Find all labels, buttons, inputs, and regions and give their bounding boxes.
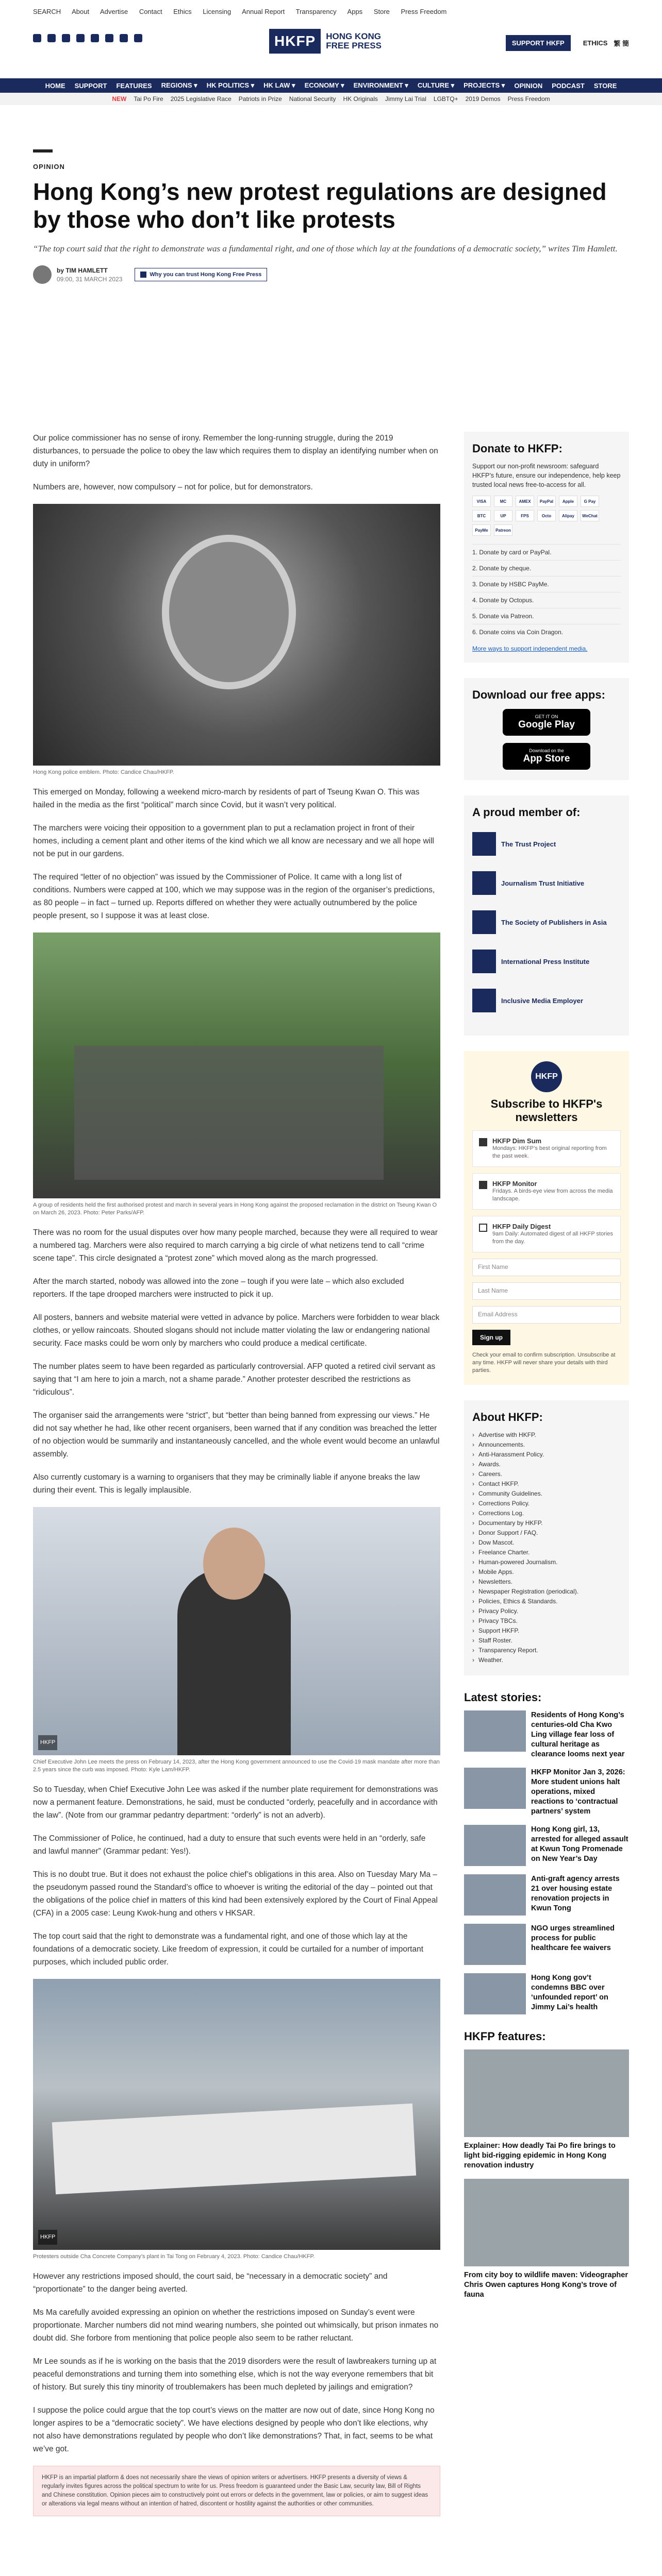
publish-date: 09:00, 31 MARCH 2023 <box>57 275 123 283</box>
about-link[interactable]: › Community Guidelines. <box>472 1489 621 1499</box>
donate-option[interactable]: 5. Donate via Patreon. <box>472 608 621 624</box>
author-name[interactable]: by TIM HAMLETT <box>57 266 108 274</box>
nav-environment[interactable]: ENVIRONMENT ▾ <box>353 81 408 89</box>
newsletter-desc: 9am Daily: Automated digest of all HKFP stories from the day. <box>492 1231 613 1245</box>
newsletter-desc: Fridays. A birds-eye view from across the media landscape. <box>492 1188 613 1202</box>
author-avatar <box>33 265 52 284</box>
paragraph: All posters, banners and website material were vetted in advance by police. Marchers were forbidden to wear black clothes, or yellow raincoats. Shouted slogans should not include matter violating the law or endangering national security. Face masks could be worn only by marchers who could produce a medical certificate. <box>33 1313 440 1348</box>
rainbow-icon <box>472 989 496 1012</box>
utility-bar <box>33 6 629 16</box>
trending-item[interactable]: Press Freedom <box>507 95 550 103</box>
logo-wordmark <box>326 32 382 50</box>
donate-option[interactable]: 4. Donate by Octopus. <box>472 592 621 608</box>
paragraph: The required “letter of no objection” was issued by the Commissioner of Police. It came with a long list of conditions. Numbers were capped at 100, which we may suppose was in the region of the organiser’s predictions, as 80 people – in fact – turned up. Reports differed on whether they were actually outnumbered by the police people present, so I suppose it was at least close. <box>33 873 435 920</box>
byline-text <box>57 267 122 283</box>
article-header <box>33 149 626 284</box>
latest-title: Latest stories: <box>464 1691 542 1704</box>
gp-small: GET IT ON <box>535 714 558 719</box>
about-link[interactable]: › Transparency Report. <box>472 1646 621 1655</box>
photo-march[interactable] <box>33 933 440 1198</box>
unionpay-icon[interactable]: UP <box>494 510 512 521</box>
mastercard-icon[interactable]: MC <box>494 496 512 507</box>
newsletter-desc: Mondays: HKFP’s best original reporting from the past week. <box>492 1145 607 1159</box>
rss-icon[interactable] <box>134 34 142 42</box>
site-logo[interactable] <box>269 27 393 56</box>
about-link[interactable]: › Mobile Apps. <box>472 1567 621 1577</box>
paragraph: However any restrictions imposed should, the court said, be “necessary in a democratic society” and “proportionate” to the danger being averted. <box>33 2272 388 2294</box>
app-store-button[interactable] <box>503 743 590 770</box>
donate-option[interactable]: 2. Donate by cheque. <box>472 560 621 576</box>
bitcoin-icon[interactable]: BTC <box>472 510 491 521</box>
util-transparency[interactable]: Transparency <box>295 7 337 15</box>
trending-bar <box>0 93 662 105</box>
subscribe-title: Subscribe to HKFP's newsletters <box>490 1097 603 1124</box>
feature-item[interactable] <box>464 2179 629 2300</box>
facebook-icon[interactable] <box>33 34 41 42</box>
hkfp-badge-icon: HKFP <box>531 1061 562 1092</box>
about-link[interactable]: › Corrections Policy. <box>472 1499 621 1509</box>
story-thumbnail[interactable] <box>464 1924 526 1965</box>
trending-item[interactable]: 2019 Demos <box>465 95 501 103</box>
trust-project-icon <box>472 832 496 856</box>
util-annual-report[interactable]: Annual Report <box>242 7 285 15</box>
paypal-icon[interactable]: PayPal <box>537 496 556 507</box>
features-title: HKFP features: <box>464 2030 546 2043</box>
paragraph: The Commissioner of Police, he continued, had a duty to ensure that such events were held in an “orderly, safe and lawful manner” (Grammar pedant: Yes!). <box>33 1834 426 1856</box>
nav-features[interactable]: FEATURES <box>116 81 152 90</box>
figure-john-lee <box>33 1507 440 1774</box>
nav-support[interactable]: SUPPORT <box>74 81 107 90</box>
site-header <box>0 0 662 77</box>
paragraph: Numbers are, however, now compulsory – not for police, but for demonstrators. <box>33 483 313 492</box>
payme-icon[interactable]: PayMe <box>472 524 491 536</box>
about-title: About HKFP: <box>472 1411 543 1423</box>
trending-item[interactable]: 2025 Legislative Race <box>170 95 231 103</box>
nav-culture[interactable]: CULTURE ▾ <box>417 81 455 89</box>
member-name: The Trust Project <box>501 840 556 848</box>
hkfp-features <box>464 2030 629 2300</box>
paragraph: The marchers were voicing their opposition to a government plan to put a reclamation project in front of their homes, including a cement plant and other items of the kind which we all know are necessary and we all hope will not be put in our gardens. <box>33 824 435 858</box>
feature-thumbnail[interactable] <box>464 2179 629 2266</box>
about-link[interactable]: › Careers. <box>472 1469 621 1479</box>
header-actions <box>506 35 629 51</box>
byline <box>33 265 626 284</box>
about-link[interactable]: › Weather. <box>472 1655 621 1665</box>
util-advertise[interactable]: Advertise <box>100 7 128 15</box>
section-rule <box>33 149 53 152</box>
head-shape <box>203 1528 265 1600</box>
newsletter-option[interactable] <box>472 1130 621 1167</box>
nav-home[interactable]: HOME <box>45 81 65 90</box>
about-link[interactable]: › Staff Roster. <box>472 1636 621 1646</box>
banner-shape <box>52 2104 416 2194</box>
util-store[interactable]: Store <box>373 7 390 15</box>
member-logo[interactable] <box>472 869 621 897</box>
story-item[interactable] <box>464 1768 629 1817</box>
feature-title[interactable]: Explainer: How deadly Tai Po fire brings to light bid-rigging epidemic in Hong Kong renovation industry <box>464 2142 616 2170</box>
caption: Chief Executive John Lee meets the press on February 14, 2023, after the Hong Kong government announced to use the Covid-19 mask mandate after more than 2.5 years since the curb was imposed. Photo: Kyle Lam/HKFP. <box>33 1759 440 1773</box>
story-item[interactable] <box>464 1973 629 2014</box>
subscribe-note: Check your email to confirm subscription. Unsubscribe at any time. HKFP will never share your details with third parties. <box>472 1352 616 1374</box>
nav-store[interactable]: STORE <box>593 81 617 90</box>
newsletter-widget <box>464 1051 629 1385</box>
nav-podcast[interactable]: PODCAST <box>552 81 585 90</box>
story-item[interactable] <box>464 1825 629 1866</box>
story-thumbnail[interactable] <box>464 1710 526 1752</box>
about-link[interactable]: › Announcements. <box>472 1440 621 1450</box>
photo-protesters[interactable] <box>33 1979 440 2250</box>
alipay-icon[interactable]: Alipay <box>559 510 577 521</box>
about-link[interactable]: › Donor Support / FAQ. <box>472 1528 621 1538</box>
feature-thumbnail[interactable] <box>464 2049 629 2137</box>
checkbox-checked-icon[interactable] <box>479 1181 487 1189</box>
info-icon <box>140 272 146 278</box>
email-field[interactable]: Email Address <box>472 1306 621 1324</box>
util-ethics[interactable]: Ethics <box>173 7 192 15</box>
about-link[interactable]: › Awards. <box>472 1460 621 1469</box>
feature-item[interactable] <box>464 2049 629 2171</box>
photo-john-lee[interactable] <box>33 1507 440 1755</box>
bluesky-icon[interactable] <box>120 34 128 42</box>
ethics-link[interactable]: ETHICS <box>583 39 608 47</box>
about-links <box>472 1430 621 1665</box>
figure-march <box>33 933 440 1217</box>
paragraph: The organiser said the arrangements were “strict”, but “better than being banned from expressing our views.” He did not say whether he had, like other recent organisers, been warned that if any condition was breached the letter of no objection would be summarily and instantaneously cancelled, and the whole event would become an unlawful assembly. <box>33 1411 440 1459</box>
photo-watermark: HKFP <box>38 1735 57 1750</box>
nav-regions[interactable]: REGIONS ▾ <box>161 81 197 89</box>
sopa-icon <box>472 910 496 934</box>
checkbox-icon[interactable] <box>479 1224 487 1232</box>
about-link[interactable]: › Privacy TBCs. <box>472 1616 621 1626</box>
google-play-button[interactable] <box>503 709 590 736</box>
utility-links <box>33 8 456 15</box>
member-logo[interactable] <box>472 986 621 1015</box>
apps-title: Download our free apps: <box>472 688 605 701</box>
paragraph: Mr Lee sounds as if he is working on the basis that the 2019 disorders were the result of lawbreakers turning up at peaceful demonstrations and turning them into something else, which is not the way everyone remembers that bit of history. But surely this tiny minority of troublemakers has been much depleted by jailings and emigration? <box>33 2357 437 2392</box>
util-apps[interactable]: Apps <box>347 7 363 15</box>
trending-item[interactable]: LGBTQ+ <box>433 95 458 103</box>
story-thumbnail[interactable] <box>464 1768 526 1809</box>
first-name-field[interactable]: First Name <box>472 1259 621 1276</box>
linkedin-icon[interactable] <box>105 34 113 42</box>
caption: Hong Kong police emblem. Photo: Candice Chau/HKFP. <box>33 769 174 775</box>
donate-lead[interactable]: Support our non-profit newsroom: safeguard HKFP’s future, ensure our independence, help keep trusted local news free-to-access for all. <box>472 463 621 488</box>
about-link[interactable]: › Policies, Ethics & Standards. <box>472 1597 621 1606</box>
support-hkfp-button[interactable]: SUPPORT HKFP <box>506 35 571 51</box>
photo-watermark: HKFP <box>38 2230 57 2245</box>
paragraph: After the march started, nobody was allowed into the zone – tough if you were late – which also excluded reporters. If the tape drooped marchers were instructed to pick it up. <box>33 1277 404 1299</box>
emblem-shape <box>162 535 296 689</box>
wechat-icon[interactable]: WeChat <box>581 510 599 521</box>
about-widget <box>464 1400 629 1675</box>
member-logo[interactable] <box>472 947 621 976</box>
jti-icon <box>472 871 496 895</box>
story-thumbnail[interactable] <box>464 1973 526 2014</box>
nav-hk-politics[interactable]: HK POLITICS ▾ <box>206 81 255 89</box>
trending-item[interactable]: Jimmy Lai Trial <box>385 95 426 103</box>
main-navigation <box>0 78 662 93</box>
paragraph: The number plates seem to have been regarded as particularly controversial. AFP quoted a retired civil servant as saying that “I am here to join a march, not a shame parade.” Another protester described the restrictions as “ridiculous”. <box>33 1362 436 1397</box>
feature-title[interactable]: From city boy to wildlife maven: Videographer Chris Owen captures Hong Kong’s trove of fauna <box>464 2271 628 2299</box>
octopus-icon[interactable]: Octo <box>537 510 556 521</box>
story-title[interactable]: Hong Kong girl, 13, arrested for alleged assault at Kwun Tong Promenade on New Year’s Day <box>531 1825 628 1863</box>
nav-opinion[interactable]: OPINION <box>514 81 543 90</box>
instagram-icon[interactable] <box>62 34 70 42</box>
figure-protesters <box>33 1979 440 2261</box>
about-link[interactable]: › Freelance Charter. <box>472 1548 621 1557</box>
paragraph: This emerged on Monday, following a weekend micro-march by residents of part of Tseung Kwan O. This was hailed in the media as the first “political” march since Covid, but it wasn’t very political. <box>33 788 420 809</box>
donate-title: Donate to HKFP: <box>472 442 562 455</box>
about-link[interactable]: › Anti-Harassment Policy. <box>472 1450 621 1460</box>
story-thumbnail[interactable] <box>464 1825 526 1866</box>
paragraph: Also currently customary is a warning to organisers that they may be criminally liable if anyone breaks the law during their event. This is legally implausible. <box>33 1473 420 1495</box>
patreon-icon[interactable]: Patreon <box>494 524 512 536</box>
last-name-field[interactable]: Last Name <box>472 1282 621 1300</box>
paragraph: Ms Ma carefully avoided expressing an opinion on whether the restrictions imposed on Sunday’s event were proportionate. Marcher numbers did not mind wearing numbers, she pointed out whimsically, but prison inmates no doubt did. She forbore from mentioning that police people also seem to be rather reluctant. <box>33 2308 439 2343</box>
about-link[interactable]: › Newspaper Registration (periodical). <box>472 1587 621 1597</box>
member-name: International Press Institute <box>501 957 590 965</box>
paragraph: I suppose the police could argue that the top court’s views on the matter are now out of date, since Hong Kong no longer aspires to be a “democratic society”. We have elections designed by people who don’t like elections, why not also have demonstrations regulated by people who don’t like demonstrations? That, in fact, seems to be what we’ve got. <box>33 2406 435 2453</box>
google-pay-icon[interactable]: G Pay <box>581 496 599 507</box>
paragraph: This is no doubt true. But it does not exhaust the police chief’s obligations in this area. Also on Tuesday Mary Ma – the pseudonym passed round the Standard’s office to whoever is writing the editorial of the day – pointed out that the obligations of the police chief in matters of this kind had been extensively explored by the Court of Final Appeal (CFA) in a 2005 case: Leung Kwok-hung and others v HKSAR. <box>33 1870 438 1918</box>
caption: A group of residents held the first authorised protest and march in several years in Hong Kong against the proposed reclamation in the district on Tseung Kwan O on March 26, 2023. Photo: Peter Parks/AFP. <box>33 1202 437 1216</box>
about-link[interactable]: › Contact HKFP. <box>472 1479 621 1489</box>
story-item[interactable] <box>464 1874 629 1916</box>
story-item[interactable] <box>464 1710 629 1759</box>
donate-option[interactable]: 6. Donate coins via Coin Dragon. <box>472 624 621 640</box>
payment-icons <box>472 496 621 539</box>
article-standfirst: “The top court said that the right to demonstrate was a fundamental right, and one of those which lay at the foundations of a democratic society,” writes Tim Hamlett. <box>33 244 618 253</box>
donate-option[interactable]: 1. Donate by card or PayPal. <box>472 544 621 560</box>
newsletter-name: HKFP Dim Sum <box>492 1137 542 1145</box>
youtube-icon[interactable] <box>91 34 99 42</box>
trending-item[interactable]: HK Originals <box>343 95 378 103</box>
figure-police-emblem <box>33 504 440 776</box>
nav-economy[interactable]: ECONOMY ▾ <box>304 81 344 89</box>
about-link[interactable]: › Privacy Policy. <box>472 1606 621 1616</box>
apps-widget <box>464 678 629 780</box>
donate-option[interactable]: 3. Donate by HSBC PayMe. <box>472 576 621 592</box>
member-logo[interactable] <box>472 908 621 937</box>
more-ways-link[interactable]: More ways to support independent media. <box>472 645 588 652</box>
caption: Protesters outside Cha Concrete Company’s plant in Tai Tong on February 4, 2023. Photo: Candice Chau/HKFP. <box>33 2253 315 2260</box>
story-title[interactable]: Anti-graft agency arrests 21 over housing estate renovation projects in Kwun Tong <box>531 1875 620 1912</box>
logo-line-2: FREE PRESS <box>326 41 382 50</box>
member-logo[interactable] <box>472 829 621 858</box>
paragraph: Our police commissioner has no sense of irony. Remember the long-running struggle, during the 2019 disturbances, to persuade the police to obey the law which requires them to display an identifying number when on duty in uniform? <box>33 434 438 468</box>
nav-projects[interactable]: PROJECTS ▾ <box>464 81 505 89</box>
photo-police-emblem[interactable] <box>33 504 440 766</box>
newsletter-name: HKFP Monitor <box>492 1180 537 1188</box>
visa-icon[interactable]: VISA <box>472 496 491 507</box>
logo-mark: HKFP <box>269 29 321 54</box>
about-link[interactable]: › Dow Mascot. <box>472 1538 621 1548</box>
trending-label: NEW <box>112 95 127 103</box>
language-switch[interactable]: 繁 簡 <box>614 40 629 47</box>
paragraph: The top court said that the right to demonstrate was a fundamental right, and one of those which lay at the foundations of a democratic society. Like freedom of expression, it could be curtailed for a number of important purposes, which included public order. <box>33 1932 424 1967</box>
about-link[interactable]: › Corrections Log. <box>472 1509 621 1518</box>
why-trust-button[interactable] <box>135 268 267 281</box>
trending-item[interactable]: National Security <box>289 95 336 103</box>
member-name: Inclusive Media Employer <box>501 996 583 1005</box>
story-title[interactable]: HKFP Monitor Jan 3, 2026: More student unions halt operations, mixed reactions to ‘contractual partners’ system <box>531 1768 625 1816</box>
about-link[interactable]: › Advertise with HKFP. <box>472 1430 621 1440</box>
sidebar <box>464 432 629 2308</box>
section-kicker[interactable]: OPINION <box>33 163 65 171</box>
about-link[interactable]: › Documentary by HKFP. <box>472 1518 621 1528</box>
newsletter-name: HKFP Daily Digest <box>492 1223 551 1230</box>
as-big: App Store <box>523 753 570 764</box>
newsletter-option[interactable] <box>472 1173 621 1210</box>
editorial-disclaimer: HKFP is an impartial platform & does not necessarily share the views of opinion writers or advertisers. HKFP presents a diversity of views & regularly invites figures across the political spectrum to write for us. Press freedom is guaranteed under the Basic Law, security law, Bill of Rights and Chinese constitution. Opinion pieces aim to constructively point out errors or defects in the government, law or policies, or aim to suggest ideas or alterations via legal means without an intention of hatred, discontent or hostility against the authorities or other communities. <box>33 2466 440 2516</box>
signup-button[interactable]: Sign up <box>472 1330 510 1345</box>
about-link[interactable]: › Newsletters. <box>472 1577 621 1587</box>
proud-title: A proud member of: <box>472 806 581 819</box>
checkbox-checked-icon[interactable] <box>479 1138 487 1146</box>
member-name: The Society of Publishers in Asia <box>501 918 607 926</box>
story-title[interactable]: Hong Kong gov’t condemns BBC over ‘unfounded report’ on Jimmy Lai’s health <box>531 1974 608 2011</box>
util-licensing[interactable]: Licensing <box>203 7 231 15</box>
util-about[interactable]: About <box>72 7 90 15</box>
paragraph: There was no room for the usual disputes over how many people marched, because they were all required to wear a numbered tag. Marchers were also required to march carrying a big circle of what netizens tend to call “crime scene tape”. This circle designated a “protest zone” which moved along as the march progressed. <box>33 1228 438 1263</box>
story-item[interactable] <box>464 1924 629 1965</box>
article-body <box>33 432 440 2516</box>
apple-pay-icon[interactable]: Apple <box>559 496 577 507</box>
paragraph: So to Tuesday, when Chief Executive John Lee was asked if the number plate requirement for demonstrations was now a permanent feature. Demonstrations, he said, must be conducted “orderly, peacefully and in accordance with the law”. (Note from our grammar pedantry department: “orderly” is not an adverb). <box>33 1785 438 1820</box>
member-name: Journalism Trust Initiative <box>501 879 585 887</box>
util-press-freedom[interactable]: Press Freedom <box>401 7 447 15</box>
gp-big: Google Play <box>518 719 575 730</box>
logo-line-1: HONG KONG <box>326 31 381 41</box>
trending-item[interactable]: Tai Po Fire <box>134 95 163 103</box>
util-contact[interactable]: Contact <box>139 7 162 15</box>
x-icon[interactable] <box>47 34 56 42</box>
util-search[interactable]: SEARCH <box>33 7 61 15</box>
social-links <box>33 34 148 42</box>
nav-hk-law[interactable]: HK LAW ▾ <box>263 81 295 89</box>
as-small: Download on the <box>529 748 564 753</box>
story-title[interactable]: NGO urges streamlined process for public healthcare fee waivers <box>531 1924 615 1952</box>
article-headline: Hong Kong’s new protest regulations are designed by those who don’t like protests <box>33 178 607 233</box>
about-link[interactable]: › Human-powered Journalism. <box>472 1557 621 1567</box>
fps-icon[interactable]: FPS <box>516 510 534 521</box>
trending-item[interactable]: Patriots in Prize <box>238 95 282 103</box>
threads-icon[interactable] <box>76 34 85 42</box>
story-thumbnail[interactable] <box>464 1874 526 1916</box>
story-title[interactable]: Residents of Hong Kong’s centuries-old Cha Kwo Ling village fear loss of cultural heritage as clearance looms next year <box>531 1711 625 1758</box>
memberships-widget <box>464 795 629 1036</box>
latest-stories <box>464 1691 629 2014</box>
donate-widget <box>464 432 629 663</box>
newsletter-option[interactable] <box>472 1216 621 1252</box>
crowd-shape <box>74 1046 384 1180</box>
ipi-icon <box>472 950 496 973</box>
about-link[interactable]: › Support HKFP. <box>472 1626 621 1636</box>
why-trust-label: Why you can trust Hong Kong Free Press <box>150 272 262 278</box>
amex-icon[interactable]: AMEX <box>516 496 534 507</box>
